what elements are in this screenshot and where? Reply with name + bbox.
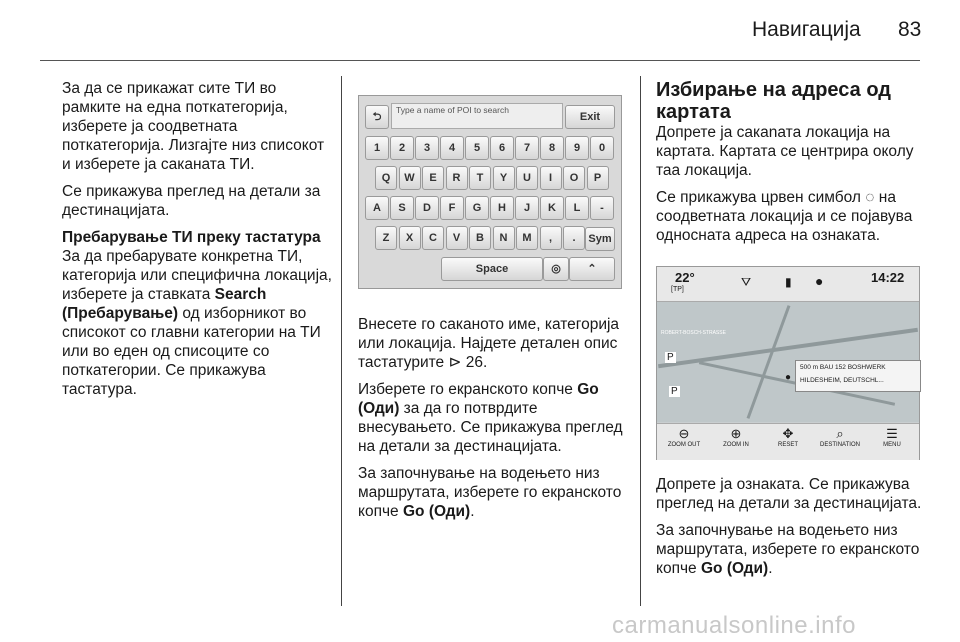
key-L[interactable]: L bbox=[565, 196, 589, 220]
collapse-keyboard-button[interactable]: ⌃ bbox=[569, 257, 615, 281]
keyboard-search-heading: Пребарување ТИ преку тастатура bbox=[62, 229, 321, 246]
map-button-destination[interactable] bbox=[815, 426, 865, 448]
col3-paragraph-1: Допрете ја сакаnата локација на картата. Картата се центрира околу таа локација. bbox=[656, 124, 914, 179]
sym-key[interactable]: Sym bbox=[585, 227, 615, 251]
key-N[interactable]: N bbox=[493, 226, 515, 250]
key-E[interactable]: E bbox=[422, 166, 444, 190]
key-B[interactable]: B bbox=[469, 226, 491, 250]
parking-icon: P bbox=[671, 386, 678, 397]
address-line-2: HILDESHEIM, DEUTSCHL... bbox=[800, 377, 884, 384]
key-9[interactable]: 9 bbox=[565, 136, 589, 160]
map-button-label: ZOOM IN bbox=[723, 442, 749, 448]
map-button-menu[interactable] bbox=[867, 426, 917, 448]
key-8[interactable]: 8 bbox=[540, 136, 564, 160]
key-M[interactable]: M bbox=[516, 226, 538, 250]
column-2 bbox=[358, 315, 633, 529]
key-C[interactable]: C bbox=[422, 226, 444, 250]
back-button[interactable]: ⮌ bbox=[365, 105, 389, 129]
page-reference-arrow-icon: ⊳ bbox=[444, 354, 462, 371]
col2-paragraph-3: За започнување на водењето низ маршрутата, изберете го екранското копче Go (Оди). bbox=[358, 465, 622, 520]
key-H[interactable]: H bbox=[490, 196, 514, 220]
column-divider-1 bbox=[341, 76, 342, 606]
nav-icon[interactable]: ⛛ bbox=[741, 275, 752, 289]
key-J[interactable]: J bbox=[515, 196, 539, 220]
key-A[interactable]: A bbox=[365, 196, 389, 220]
key-F[interactable]: F bbox=[440, 196, 464, 220]
col2-paragraph-2: Изберете го екранското копче Go (Оди) за да го потврдите внесувањето. Се прикажува преглед на детали за дестинацијата. bbox=[358, 381, 623, 455]
map-screenshot bbox=[656, 266, 920, 460]
key-0[interactable]: 0 bbox=[590, 136, 614, 160]
column-1 bbox=[62, 79, 334, 407]
watermark: carmanualsonline.info bbox=[612, 612, 856, 639]
key-D[interactable]: D bbox=[415, 196, 439, 220]
key-1[interactable]: 1 bbox=[365, 136, 389, 160]
column-3-lower bbox=[656, 475, 924, 586]
key-V[interactable]: V bbox=[446, 226, 468, 250]
key-Y[interactable]: Y bbox=[493, 166, 515, 190]
key-5[interactable]: 5 bbox=[465, 136, 489, 160]
key-I[interactable]: I bbox=[540, 166, 562, 190]
key-Q[interactable]: Q bbox=[375, 166, 397, 190]
street-label: ROBERT-BOSCH-STRASSE bbox=[661, 330, 726, 336]
column-divider-2 bbox=[640, 76, 641, 606]
map-area[interactable] bbox=[657, 302, 919, 422]
map-button-icon: ⊕ bbox=[730, 426, 742, 441]
page-number: 83 bbox=[898, 18, 922, 41]
map-button-icon: ⌕ bbox=[836, 426, 844, 441]
key-T[interactable]: T bbox=[469, 166, 491, 190]
col1-paragraph-1: За да се прикажат сите ТИ во рамките на една поткатегорија, изберете ја соодветната поткатегорија. Лизгајте низ списокот и изберете ја саканата ТИ. bbox=[62, 80, 325, 173]
red-marker-symbol-icon: ◌ bbox=[860, 189, 875, 206]
map-button-reset[interactable] bbox=[763, 426, 813, 448]
col1-paragraph-2: Се прикажува преглед на детали за дестинацијата. bbox=[62, 183, 321, 219]
map-button-icon: ⊖ bbox=[678, 426, 690, 441]
map-button-zoom-out[interactable] bbox=[659, 426, 709, 448]
globe-icon[interactable]: ◎ bbox=[543, 257, 569, 281]
map-address-heading: Избирање на адреса од картата bbox=[656, 79, 891, 123]
address-line-1: 500 m BAU 152 BOSHWERK bbox=[800, 364, 886, 371]
space-key[interactable]: Space bbox=[441, 257, 543, 281]
map-button-zoom-in[interactable] bbox=[711, 426, 761, 448]
exit-button[interactable]: Exit bbox=[565, 105, 615, 129]
map-road bbox=[747, 305, 791, 419]
map-button-label: MENU bbox=[883, 442, 901, 448]
key--[interactable]: - bbox=[590, 196, 614, 220]
key-2[interactable]: 2 bbox=[390, 136, 414, 160]
key-K[interactable]: K bbox=[540, 196, 564, 220]
key-4[interactable]: 4 bbox=[440, 136, 464, 160]
col1-paragraph-3: За да пребарувате конкретна ТИ, категорија или специфична локација, изберете ја ставката Search (Пребарување) од изборникот во списокот со главни категории на ТИ или во еден од списоците со поткатегории. Се прикажува тастатура. bbox=[62, 248, 332, 398]
key-S[interactable]: S bbox=[390, 196, 414, 220]
key-Z[interactable]: Z bbox=[375, 226, 397, 250]
temperature-readout: 22° bbox=[675, 270, 695, 285]
tp-indicator: [TP] bbox=[671, 286, 684, 293]
col3-paragraph-4: За започнување на водењето низ маршрутата, изберете го екранското копче Go (Оди). bbox=[656, 522, 920, 577]
info-icon[interactable]: ● bbox=[815, 273, 824, 289]
column-3 bbox=[656, 79, 924, 253]
key-,[interactable]: , bbox=[540, 226, 562, 250]
key-R[interactable]: R bbox=[446, 166, 468, 190]
key-7[interactable]: 7 bbox=[515, 136, 539, 160]
key-U[interactable]: U bbox=[516, 166, 538, 190]
key-P[interactable]: P bbox=[587, 166, 609, 190]
parking-icon: P bbox=[667, 352, 674, 363]
address-label[interactable] bbox=[795, 360, 921, 392]
col3-paragraph-3: Допрете ја ознаката. Се прикажува преглед на детали за дестинацијата. bbox=[656, 476, 922, 512]
search-placeholder: Type a name of POI to search bbox=[396, 105, 509, 115]
map-button-label: ZOOM OUT bbox=[667, 442, 701, 448]
map-button-icon: ✥ bbox=[782, 426, 794, 441]
keyboard-screenshot bbox=[358, 95, 622, 289]
map-button-label: DESTINATION bbox=[820, 442, 860, 448]
key-3[interactable]: 3 bbox=[415, 136, 439, 160]
map-bottom-bar bbox=[657, 423, 919, 460]
page-header-title: Навигација bbox=[752, 18, 861, 41]
key-W[interactable]: W bbox=[399, 166, 421, 190]
key-X[interactable]: X bbox=[399, 226, 421, 250]
col2-paragraph-1: Внесете го саканото име, категорија или локација. Најдете детален опис тастатурите ⊳ 26. bbox=[358, 316, 620, 371]
clock-readout: 14:22 bbox=[871, 270, 905, 285]
header-rule bbox=[40, 60, 920, 61]
phone-icon[interactable]: ▮ bbox=[785, 275, 792, 289]
key-.[interactable]: . bbox=[563, 226, 585, 250]
map-button-label: RESET bbox=[777, 442, 798, 448]
key-G[interactable]: G bbox=[465, 196, 489, 220]
col3-paragraph-2: Се прикажува црвен симбол ◌ на соодветната локација и се појавува односната адреса на ознаката. bbox=[656, 189, 913, 244]
key-6[interactable]: 6 bbox=[490, 136, 514, 160]
map-button-icon: ☰ bbox=[886, 426, 898, 441]
key-O[interactable]: O bbox=[563, 166, 585, 190]
search-input[interactable] bbox=[391, 103, 563, 129]
map-top-bar bbox=[657, 267, 919, 302]
location-marker-icon: ● bbox=[785, 372, 792, 383]
